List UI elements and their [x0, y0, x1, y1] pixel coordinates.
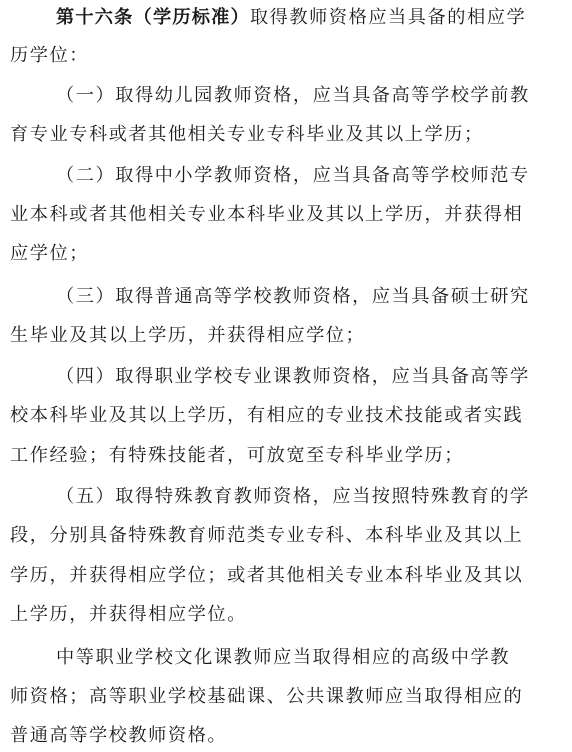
article-intro-continuation: 历学位： [10, 45, 89, 66]
closing-line-1: 中等职业学校文化课教师应当取得相应的高级中学教 [56, 647, 510, 668]
item-3-line-2: 生毕业及其以上学历，并获得相应学位； [10, 325, 366, 346]
item-2-line-1: （二）取得中小学教师资格，应当具备高等学校师范专 [56, 165, 530, 186]
item-2-line-3: 应学位； [10, 243, 89, 264]
closing-line-2: 师资格；高等职业学校基础课、公共课教师应当取得相应的 [10, 686, 524, 707]
item-5-line-4: 上学历，并获得相应学位。 [10, 604, 247, 625]
item-1-line-2: 育专业专科或者其他相关专业专科毕业及其以上学历； [10, 124, 484, 145]
item-5-line-2: 段，分别具备特殊教育师范类专业专科、本科毕业及其以上 [10, 525, 524, 546]
item-3-line-1: （三）取得普通高等学校教师资格，应当具备硕士研究 [56, 286, 530, 307]
article-heading: 第十六条（学历标准） [56, 7, 250, 28]
item-4-line-3: 工作经验；有特殊技能者，可放宽至专科毕业学历； [10, 445, 464, 466]
item-5-line-1: （五）取得特殊教育教师资格，应当按照特殊教育的学 [56, 486, 530, 507]
item-1-line-1: （一）取得幼儿园教师资格，应当具备高等学校学前教 [56, 85, 530, 106]
item-4-line-1: （四）取得职业学校专业课教师资格，应当具备高等学 [56, 366, 530, 387]
closing-line-3: 普通高等学校教师资格。 [10, 725, 228, 746]
item-5-line-3: 学历，并获得相应学位；或者其他相关专业本科毕业及其以 [10, 565, 524, 586]
item-4-line-2: 校本科毕业及其以上学历，有相应的专业技术技能或者实践 [10, 405, 524, 426]
item-2-line-2: 业本科或者其他相关专业本科毕业及其以上学历，并获得相 [10, 204, 524, 225]
article-intro-text: 取得教师资格应当具备的相应学 [249, 7, 527, 28]
article-first-line [56, 2, 526, 34]
